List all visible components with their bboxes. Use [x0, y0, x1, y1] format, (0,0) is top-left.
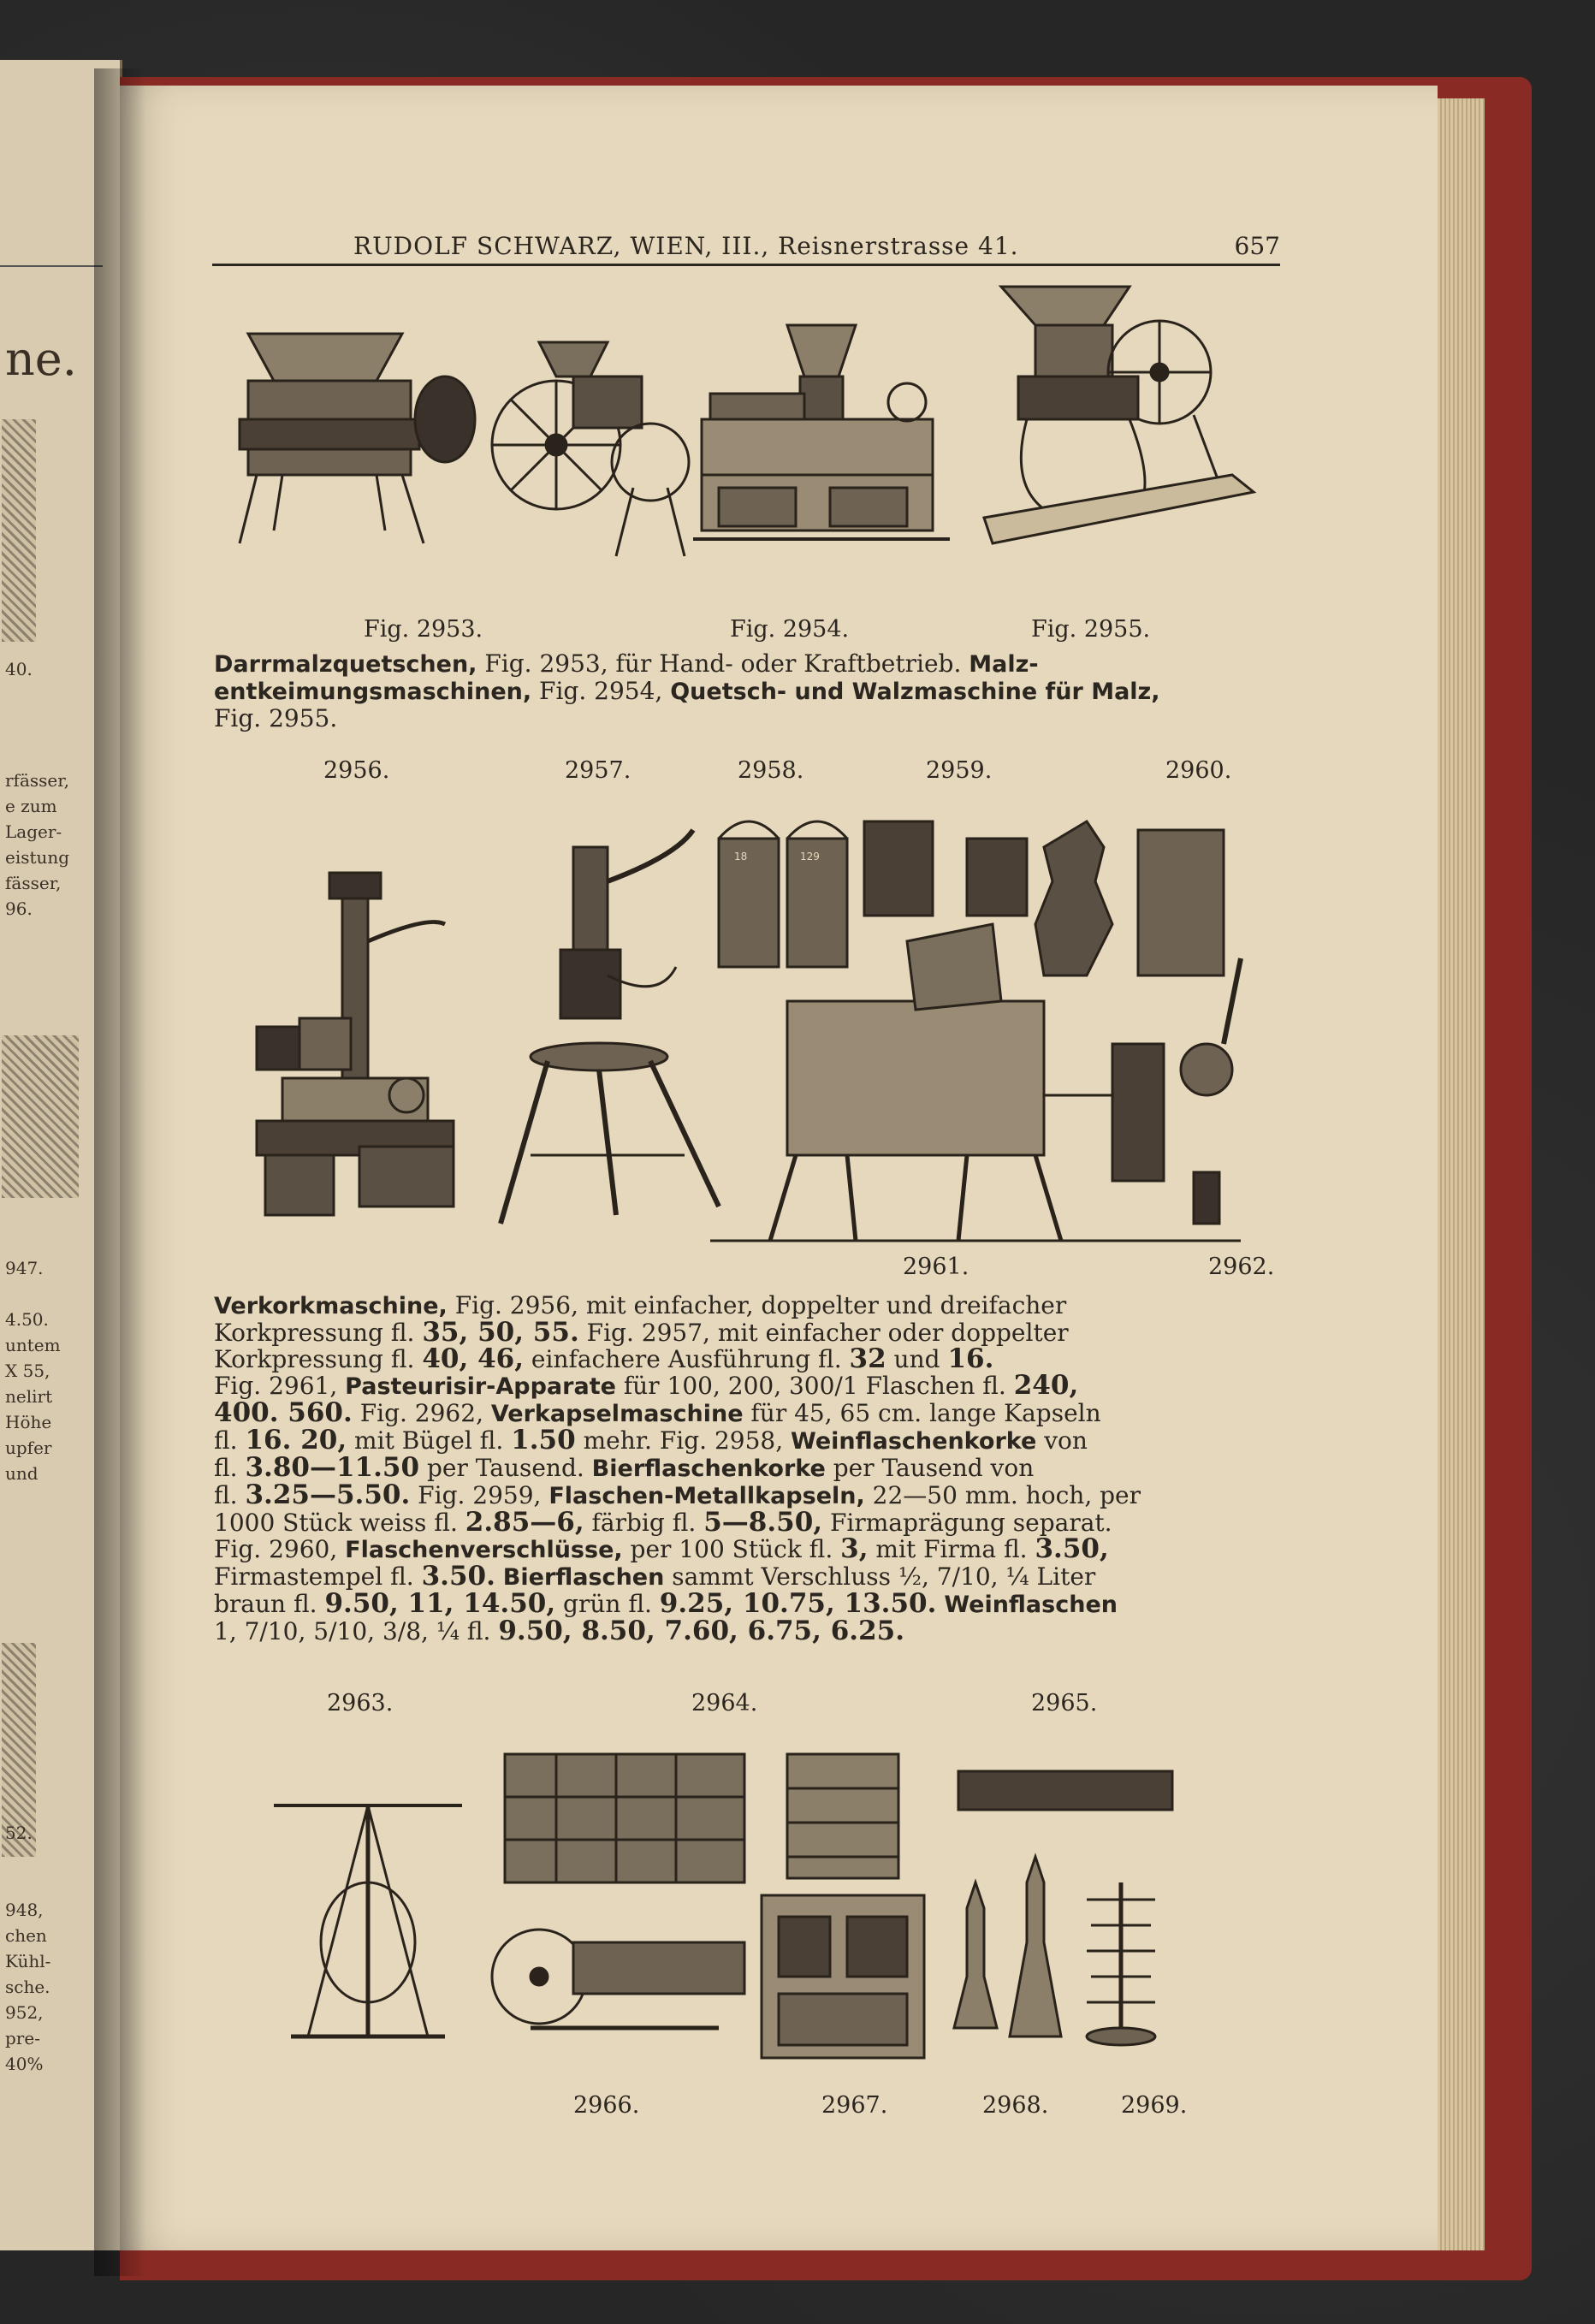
text-segment: Fig. 2960, — [214, 1536, 346, 1563]
text-segment: und — [886, 1346, 948, 1372]
price-value: 16. 20, — [245, 1427, 347, 1455]
malt-degerming-machine-engraving — [693, 317, 950, 556]
product-name: Verkorkmaschine, — [214, 1293, 448, 1319]
price-value: 3, — [840, 1536, 869, 1563]
can-label: 129 — [800, 851, 820, 863]
figure-label: 2957. — [565, 757, 631, 784]
product-name: Pasteurisir-Apparate — [345, 1373, 616, 1400]
price-value: 2.85—6, — [465, 1509, 584, 1536]
figure-label: 2958. — [738, 757, 804, 784]
figure-label: 2962. — [1208, 1254, 1275, 1280]
text-segment: per 100 Stück fl. — [622, 1536, 841, 1563]
text-segment: fl. — [214, 1482, 246, 1509]
text-segment: Firmastempel fl. — [214, 1563, 422, 1591]
text-segment: grün fl. — [555, 1591, 660, 1618]
page-number: 657 — [1234, 232, 1280, 260]
price-value: 1.50 — [511, 1427, 576, 1455]
figure-label: Fig. 2955. — [1031, 616, 1151, 643]
left-snippet: nelirt — [5, 1386, 53, 1407]
text-segment — [495, 1563, 503, 1591]
text-segment: für 100, 200, 300/1 Flaschen fl. — [615, 1372, 1014, 1400]
price-value: 32 — [849, 1346, 886, 1372]
text-line — [214, 1482, 1280, 1509]
text-line — [214, 1591, 1280, 1618]
price-value: 16. — [947, 1346, 994, 1372]
figure-label: 2968. — [982, 2092, 1049, 2119]
text-line — [214, 678, 1280, 705]
product-name: Bierflaschen — [502, 1564, 665, 1591]
text-line — [214, 1427, 1280, 1455]
product-name: Verkapselmaschine — [490, 1401, 744, 1427]
text-segment: Fig. 2962, — [352, 1400, 491, 1427]
text-line — [214, 650, 1280, 678]
figure-label: 2959. — [926, 757, 993, 784]
text-segment: von — [1036, 1427, 1088, 1455]
text-line — [214, 1372, 1280, 1400]
left-snippet: und — [5, 1463, 39, 1484]
price-value: 240, — [1013, 1372, 1079, 1400]
text-segment: Fig. 2953, für Hand- oder Kraftbetrieb. — [477, 650, 969, 678]
text-segment: mehr. Fig. 2958, — [575, 1427, 792, 1455]
price-value: 9.25, 10.75, 13.50. — [659, 1591, 937, 1618]
figure-label: 2966. — [573, 2092, 640, 2119]
product-name: Darrmalzquetschen, — [214, 651, 477, 678]
text-segment: Fig. 2961, — [214, 1372, 346, 1400]
left-page-illustration — [2, 419, 36, 642]
text-segment: fl. — [214, 1427, 246, 1455]
text-segment: Fig. 2954, — [531, 678, 671, 705]
text-line — [214, 1455, 1280, 1482]
figure-label: Fig. 2953. — [364, 616, 483, 643]
product-name: Weinflaschen — [944, 1592, 1118, 1618]
text-segment: Fig. 2956, mit einfacher, doppelter und dreifacher — [447, 1292, 1067, 1319]
text-line — [214, 1536, 1280, 1563]
text-segment: per Tausend. — [419, 1455, 592, 1482]
price-value: 400. 560. — [214, 1400, 353, 1427]
text-segment: mit Bügel fl. — [347, 1427, 512, 1455]
price-value: 3.50. — [421, 1563, 495, 1591]
text-segment: fl. — [214, 1455, 246, 1482]
text-segment: 1000 Stück weiss fl. — [214, 1509, 465, 1536]
left-snippet: 948, — [5, 1900, 44, 1920]
text-segment: Korkpressung fl. — [214, 1319, 423, 1346]
bottling-supplies-engraving — [710, 813, 1241, 1249]
left-snippet: upfer — [5, 1438, 52, 1458]
text-segment: Fig. 2957, mit einfacher oder doppelter — [578, 1319, 1069, 1346]
price-value: 9.50, 11, 14.50, — [324, 1591, 556, 1618]
product-name: Flaschen-Metallkapseln, — [548, 1483, 865, 1509]
price-value: 5—8.50, — [703, 1509, 823, 1536]
can-label: 18 — [734, 851, 748, 863]
left-snippet: X 55, — [5, 1361, 50, 1381]
price-value: 3.80—11.50 — [245, 1455, 420, 1482]
text-segment: Firmaprägung separat. — [822, 1509, 1112, 1536]
running-title: RUDOLF SCHWARZ, WIEN, III., Reisnerstrasse 41. — [353, 232, 1019, 260]
price-value: 40, 46, — [422, 1346, 525, 1372]
text-line — [214, 1509, 1280, 1536]
figure-label: 2969. — [1121, 2092, 1188, 2119]
text-line — [214, 1563, 1280, 1591]
malt-crusher-engraving — [231, 317, 693, 582]
price-value: 3.25—5.50. — [245, 1482, 411, 1509]
price-value: 9.50, 8.50, 7.60, 6.75, 6.25. — [498, 1618, 905, 1645]
product-name: Weinflaschenkorke — [791, 1428, 1037, 1455]
text-segment: Fig. 2959, — [410, 1482, 549, 1509]
left-snippet: Kühl- — [5, 1951, 51, 1971]
gutter-shadow — [94, 68, 145, 2276]
product-name: Malz- — [969, 651, 1039, 678]
text-segment: per Tausend von — [825, 1455, 1035, 1482]
text-line — [214, 1292, 1280, 1319]
product-description — [214, 1292, 1280, 1645]
left-snippet: chen — [5, 1925, 47, 1946]
left-snippet: rfässer, — [5, 770, 69, 791]
text-line — [214, 1346, 1280, 1372]
left-snippet: pre- — [5, 2028, 40, 2048]
left-snippet: untem — [5, 1335, 61, 1355]
corking-machine-2957-engraving — [488, 830, 736, 1241]
left-snippet: 952, — [5, 2002, 44, 2023]
left-snippet: 40% — [5, 2054, 44, 2074]
left-snippet: 4.50. — [5, 1309, 49, 1330]
figure-label: Fig. 2954. — [730, 616, 850, 643]
product-name: Bierflaschenkorke — [591, 1455, 826, 1482]
malt-roller-mill-engraving — [975, 278, 1266, 560]
figure-label: 2956. — [323, 757, 390, 784]
text-segment: Korkpressung fl. — [214, 1346, 423, 1372]
text-segment: 1, 7/10, 5/10, 3/8, ¼ fl. — [214, 1618, 499, 1645]
text-segment: mit Firma fl. — [868, 1536, 1035, 1563]
running-header — [212, 221, 1280, 266]
left-snippet: 96. — [5, 898, 33, 919]
text-segment — [936, 1591, 944, 1618]
left-page-rule — [0, 265, 103, 267]
text-line — [214, 1618, 1280, 1645]
figure-label: 2963. — [327, 1690, 394, 1716]
product-name: entkeimungsmaschinen, — [214, 679, 532, 705]
left-snippet: Höhe — [5, 1412, 52, 1432]
product-name: Flaschenverschlüsse, — [345, 1537, 623, 1563]
corking-machine-2956-engraving — [248, 864, 471, 1232]
text-segment: Fig. 2955. — [214, 705, 338, 732]
left-snippet: sche. — [5, 1977, 50, 1997]
top-figures-caption — [214, 650, 1280, 732]
bottle-equipment-engraving — [274, 1754, 1181, 2079]
left-snippet: 40. — [5, 659, 33, 679]
left-snippet: 52. — [5, 1823, 33, 1843]
left-snippet: e zum — [5, 796, 57, 816]
figure-label: 2964. — [691, 1690, 758, 1716]
text-segment: braun fl. — [214, 1591, 325, 1618]
text-line — [214, 1400, 1280, 1427]
figure-label: 2961. — [903, 1254, 969, 1280]
figure-label: 2967. — [821, 2092, 888, 2119]
text-segment: einfachere Ausführung fl. — [524, 1346, 850, 1372]
left-snippet: Lager- — [5, 821, 62, 842]
text-line — [214, 705, 1280, 732]
text-segment: für 45, 65 cm. lange Kapseln — [743, 1400, 1101, 1427]
product-name: Quetsch- und Walzmaschine für Malz, — [670, 679, 1160, 705]
text-segment: 22—50 mm. hoch, per — [864, 1482, 1141, 1509]
left-snippet: 947. — [5, 1258, 44, 1278]
price-value: 3.50, — [1035, 1536, 1109, 1563]
figure-label: 2960. — [1165, 757, 1232, 784]
text-segment: sammt Verschluss ½, 7/10, ¼ Liter — [664, 1563, 1096, 1591]
left-snippet: eistung — [5, 847, 70, 868]
text-segment: färbig fl. — [584, 1509, 704, 1536]
left-snippet: fässer, — [5, 873, 62, 893]
text-line — [214, 1319, 1280, 1346]
price-value: 35, 50, 55. — [422, 1319, 579, 1346]
figure-label: 2965. — [1031, 1690, 1098, 1716]
left-page-illustration — [2, 1035, 79, 1198]
left-snippet: ne. — [5, 332, 77, 386]
